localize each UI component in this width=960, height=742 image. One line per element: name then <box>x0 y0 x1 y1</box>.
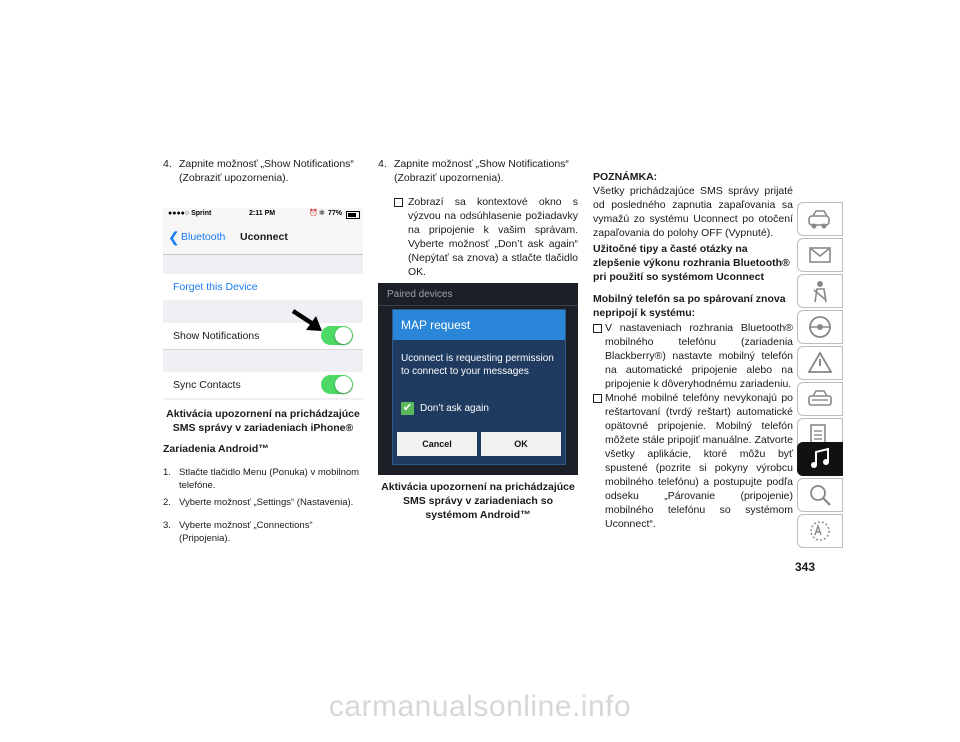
page-number: 343 <box>795 560 816 574</box>
step-text: Vyberte možnosť „Settings“ (Nastavenia). <box>179 497 354 508</box>
music-note-icon <box>806 446 836 472</box>
map-request-dialog <box>392 309 566 465</box>
android-step-1 <box>163 466 363 492</box>
android-screenshot <box>378 283 578 475</box>
step-number: 1. <box>163 467 171 478</box>
android-step-3 <box>163 519 363 545</box>
android-section-heading: Zariadenia Android™ <box>163 443 269 455</box>
bullet-text: Mnohé mobilné telefóny nevykonajú po reštartovaní (tvrdý reštart) automatické opätovné pripojenie. Mobilný telefón môžete stále pripojiť manuálne. Zatvorte všetky aplikácie, ktoré môžu byť spustené (pozrite si pokyny výrobcu mobilného telefónu) a postupujte podľa odseku „Párovanie (pripojenie) mobilného telefónu so systémom Uconnect“. <box>605 392 793 530</box>
battery-icon <box>346 211 360 219</box>
cancel-button[interactable]: Cancel <box>397 432 477 456</box>
ok-button[interactable]: OK <box>481 432 561 456</box>
back-button[interactable]: Bluetooth <box>181 231 226 243</box>
car-key-icon <box>806 206 836 232</box>
arrow-icon <box>291 308 325 334</box>
bullet-box-icon <box>593 394 602 403</box>
sync-contacts-row <box>163 372 363 398</box>
sidebar-tab-safety[interactable] <box>797 274 843 308</box>
step-text: Vyberte možnosť „Connections“ (Pripojenia). <box>179 520 313 544</box>
nav-title: Uconnect <box>240 231 288 243</box>
reconnect-subheading: Mobilný telefón sa po spárovaní znova nepripojí k systému: <box>593 293 786 319</box>
chevron-left-icon[interactable]: ❮ <box>168 229 180 245</box>
bullet-box-icon <box>593 324 602 333</box>
dialog-message: Uconnect is requesting permission to connect to your messages <box>401 353 554 377</box>
magnifier-icon <box>806 482 836 508</box>
car-service-icon <box>806 386 836 412</box>
sync-contacts-label: Sync Contacts <box>173 379 241 391</box>
show-notifications-label: Show Notifications <box>173 330 260 342</box>
alarm-icon: ⏰ <box>309 210 318 217</box>
bluetooth-icon: ✱ <box>319 210 325 217</box>
step-text: Zapnite možnosť „Show Notifications“ (Zobraziť upozornenia). <box>179 158 354 184</box>
carrier-label: ●●●●○ Sprint <box>168 210 212 217</box>
step-4-ios <box>163 157 363 185</box>
note-title: POZNÁMKA: <box>593 171 658 183</box>
sidebar-tab-multimedia[interactable] <box>797 442 843 476</box>
popup-bullet <box>394 195 578 279</box>
paired-devices-header: Paired devices <box>387 289 453 300</box>
dont-ask-again-label: Don’t ask again <box>420 403 489 414</box>
show-notifications-toggle[interactable] <box>321 326 353 345</box>
step-number: 3. <box>163 520 171 531</box>
iphone-screenshot <box>163 208 363 400</box>
status-bar <box>163 208 363 222</box>
sync-contacts-toggle[interactable] <box>321 375 353 394</box>
android-step-2 <box>163 496 363 509</box>
bullet-box-icon <box>394 198 403 207</box>
step-4-android <box>378 157 578 185</box>
envelope-icon <box>806 242 836 268</box>
sidebar-tab-emergency[interactable] <box>797 346 843 380</box>
forget-device-row[interactable] <box>163 274 363 300</box>
tip-bullet-2 <box>593 391 793 531</box>
step-text: Zapnite možnosť „Show Notifications“ (Zobraziť upozornenia). <box>394 158 569 184</box>
step-text: Stlačte tlačidlo Menu (Ponuka) v mobilnom telefóne. <box>179 467 360 491</box>
forget-device-label: Forget this Device <box>173 281 258 293</box>
sidebar-tab-language[interactable] <box>797 514 843 548</box>
step-number: 4. <box>378 158 387 170</box>
warning-triangle-icon <box>806 350 836 376</box>
bullet-text: V nastaveniach rozhrania Bluetooth® mobilného telefónu (zariadenia Blackberry®) nastavte mobilný telefón na automatické pripojenie alebo na pripojenie k dôveryhodnému zariadeniu. <box>605 322 793 390</box>
bullet-text: Zobrazí sa kontextové okno s výzvou na odsúhlasenie požiadavky na pripojenie k vašim správam. Vyberte možnosť „Don’t ask again“ (Nepýtať sa znova) a stlačte tlačidlo OK. <box>408 196 578 278</box>
step-number: 4. <box>163 158 172 170</box>
steering-wheel-icon <box>806 314 836 340</box>
language-icon <box>806 518 836 544</box>
watermark: carmanualsonline.info <box>328 690 632 723</box>
step-number: 2. <box>163 497 171 508</box>
sidebar-tab-messages[interactable] <box>797 238 843 272</box>
note-text: Všetky prichádzajúce SMS správy prijaté od posledného zapnutia zapaľovania sa vymažú zo systému Uconnect po otočení zapaľovania do polohy OFF (Vypnuté). <box>593 185 793 239</box>
sidebar-tab-search[interactable] <box>797 478 843 512</box>
android-figure-caption: Aktivácia upozornení na prichádzajúce SMS správy v zariadeniach so systémom Android™ <box>381 481 575 521</box>
checkbox-checked-icon[interactable]: ✔ <box>402 402 413 414</box>
nav-bar <box>163 222 363 255</box>
sidebar-tab-vehicle[interactable] <box>797 202 843 236</box>
tips-heading: Užitočné tipy a časté otázky na zlepšenie výkonu rozhrania Bluetooth® pri použití so systémom Uconnect <box>593 243 790 283</box>
dialog-title: MAP request <box>393 310 565 340</box>
clock-label: 2:11 PM <box>249 210 276 217</box>
sidebar-tab-service[interactable] <box>797 382 843 416</box>
sidebar-tab-driving[interactable] <box>797 310 843 344</box>
show-notifications-row <box>163 323 363 350</box>
battery-label: 77% <box>328 210 343 217</box>
ios-figure-caption: Aktivácia upozornení na prichádzajúce SMS správy v zariadeniach iPhone® <box>166 408 360 434</box>
tip-bullet-1 <box>593 321 793 391</box>
seatbelt-icon <box>806 278 836 304</box>
